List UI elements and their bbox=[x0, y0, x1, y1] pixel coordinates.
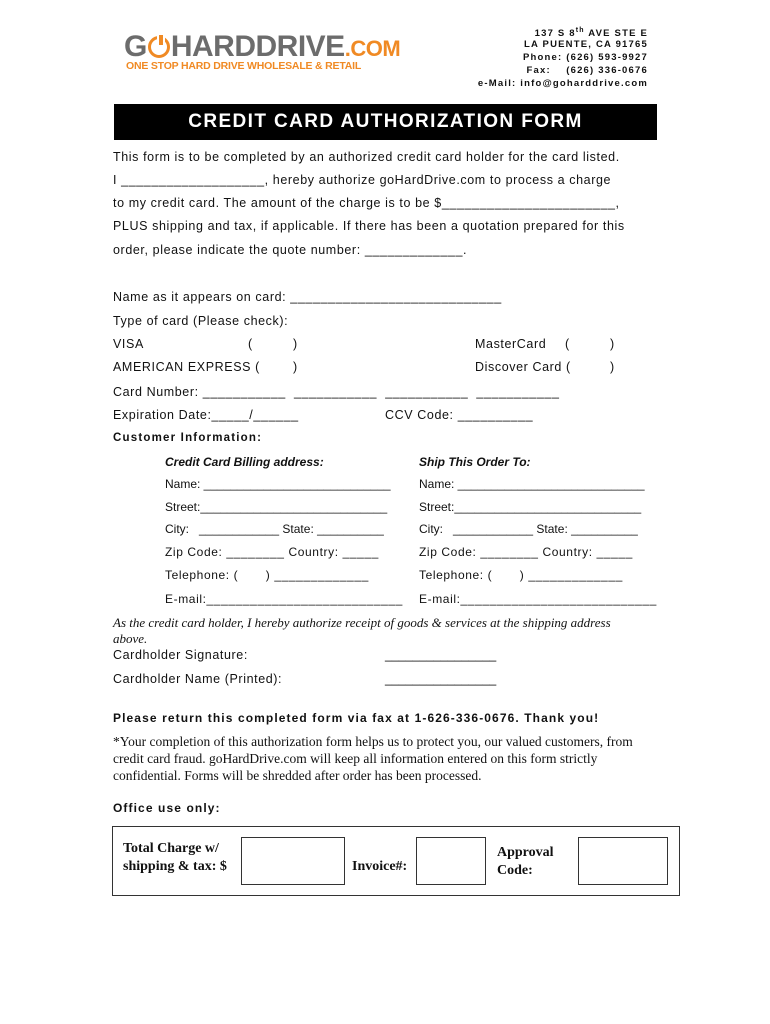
billing-name-field[interactable]: Name: ____________________________ bbox=[165, 477, 391, 491]
billing-zip-country-field[interactable]: Zip Code: ________ Country: _____ bbox=[165, 545, 379, 559]
mastercard-checkbox-close[interactable]: ) bbox=[610, 337, 615, 351]
visa-checkbox-close[interactable]: ) bbox=[293, 337, 298, 351]
visa-checkbox-open[interactable]: ( bbox=[248, 337, 253, 351]
email-address: e-Mail: info@goharddrive.com bbox=[477, 78, 648, 89]
billing-street-field[interactable]: Street:____________________________ bbox=[165, 500, 388, 514]
discover-checkbox-close[interactable]: ) bbox=[610, 360, 615, 374]
card-number-field[interactable]: Card Number: ___________ ___________ ___________ ___________ bbox=[113, 385, 560, 399]
intro-line-4: PLUS shipping and tax, if applicable. If there has been a quotation prepared for this bbox=[113, 219, 625, 233]
logo-domain: .COM bbox=[344, 36, 401, 61]
total-charge-label-2: shipping & tax: $ bbox=[123, 859, 227, 874]
total-charge-label-1: Total Charge w/ bbox=[123, 841, 219, 856]
shipping-email-field[interactable]: E-mail:___________________________ bbox=[419, 592, 657, 606]
intro-line-2[interactable]: I ___________________, hereby authorize goHardDrive.com to process a charge bbox=[113, 173, 612, 187]
disclaimer-line-2: credit card fraud. goHardDrive.com will keep all information entered on this form strictly bbox=[113, 751, 598, 766]
logo-letter-g: G bbox=[124, 30, 147, 63]
ccv-code-field[interactable]: CCV Code: __________ bbox=[385, 408, 534, 422]
address-street-end: AVE STE E bbox=[584, 28, 648, 40]
invoice-input[interactable] bbox=[416, 837, 486, 885]
intro-line-1: This form is to be completed by an authorized credit card holder for the card listed. bbox=[113, 150, 620, 164]
expiration-date-field[interactable]: Expiration Date:_____/______ bbox=[113, 408, 299, 422]
approval-code-label-2: Code: bbox=[497, 863, 533, 878]
address-line-2: LA PUENTE, CA 91765 bbox=[524, 39, 648, 50]
fax-number: Fax: (626) 336-0676 bbox=[526, 65, 648, 76]
approval-code-label-1: Approval bbox=[497, 845, 554, 860]
return-notice: Please return this completed form via fax at 1-626-336-0676. Thank you! bbox=[113, 711, 600, 725]
billing-telephone-field[interactable]: Telephone: ( ) _____________ bbox=[165, 568, 369, 582]
office-use-heading: Office use only: bbox=[113, 801, 221, 815]
signature-label: Cardholder Signature: bbox=[113, 648, 248, 662]
power-icon bbox=[148, 36, 170, 58]
customer-info-heading: Customer Information: bbox=[113, 432, 263, 444]
visa-label: VISA bbox=[113, 337, 144, 351]
name-on-card-field[interactable]: Name as it appears on card: ____________________________ bbox=[113, 290, 502, 304]
phone-number: Phone: (626) 593-9927 bbox=[523, 52, 648, 63]
invoice-label: Invoice#: bbox=[352, 859, 408, 874]
amex-label: AMERICAN EXPRESS ( bbox=[113, 360, 260, 374]
signature-field[interactable]: ________________ bbox=[385, 648, 497, 662]
shipping-street-field[interactable]: Street:____________________________ bbox=[419, 500, 642, 514]
logo-tagline: ONE STOP HARD DRIVE WHOLESALE & RETAIL bbox=[126, 60, 362, 72]
printed-name-label: Cardholder Name (Printed): bbox=[113, 672, 283, 686]
intro-line-3[interactable]: to my credit card. The amount of the charge is to be $_______________________, bbox=[113, 196, 620, 210]
intro-line-5[interactable]: order, please indicate the quote number: _____________. bbox=[113, 243, 468, 257]
shipping-address-heading: Ship This Order To: bbox=[419, 455, 531, 469]
shipping-name-field[interactable]: Name: ____________________________ bbox=[419, 477, 645, 491]
approval-code-input[interactable] bbox=[578, 837, 668, 885]
authorization-statement-line-1: As the credit card holder, I hereby authorize receipt of goods & services at the shipping address bbox=[113, 615, 611, 630]
logo-wordmark: HARDDRIVE bbox=[170, 30, 345, 63]
card-type-label: Type of card (Please check): bbox=[113, 314, 289, 328]
company-logo bbox=[124, 30, 400, 64]
billing-city-state-field[interactable]: City: ____________ State: __________ bbox=[165, 522, 384, 536]
disclaimer-line-3: confidential. Forms will be shredded after order has been processed. bbox=[113, 768, 482, 783]
amex-checkbox-close[interactable]: ) bbox=[293, 360, 298, 374]
billing-email-field[interactable]: E-mail:___________________________ bbox=[165, 592, 403, 606]
office-use-box bbox=[112, 826, 680, 896]
discover-label: Discover Card ( bbox=[475, 360, 571, 374]
shipping-zip-country-field[interactable]: Zip Code: ________ Country: _____ bbox=[419, 545, 633, 559]
printed-name-field[interactable]: ________________ bbox=[385, 672, 497, 686]
form-title: CREDIT CARD AUTHORIZATION FORM bbox=[114, 104, 657, 140]
mastercard-checkbox-open[interactable]: ( bbox=[565, 337, 570, 351]
shipping-telephone-field[interactable]: Telephone: ( ) _____________ bbox=[419, 568, 623, 582]
disclaimer-line-1: *Your completion of this authorization form helps us to protect you, our valued customers, from bbox=[113, 734, 633, 749]
billing-address-heading: Credit Card Billing address: bbox=[165, 455, 324, 469]
address-sup: th bbox=[575, 27, 585, 34]
address-street: 137 S 8 bbox=[534, 28, 576, 40]
authorization-statement-line-2: above. bbox=[113, 631, 148, 646]
mastercard-label: MasterCard bbox=[475, 337, 547, 351]
shipping-city-state-field[interactable]: City: ____________ State: __________ bbox=[419, 522, 638, 536]
total-charge-input[interactable] bbox=[241, 837, 345, 885]
